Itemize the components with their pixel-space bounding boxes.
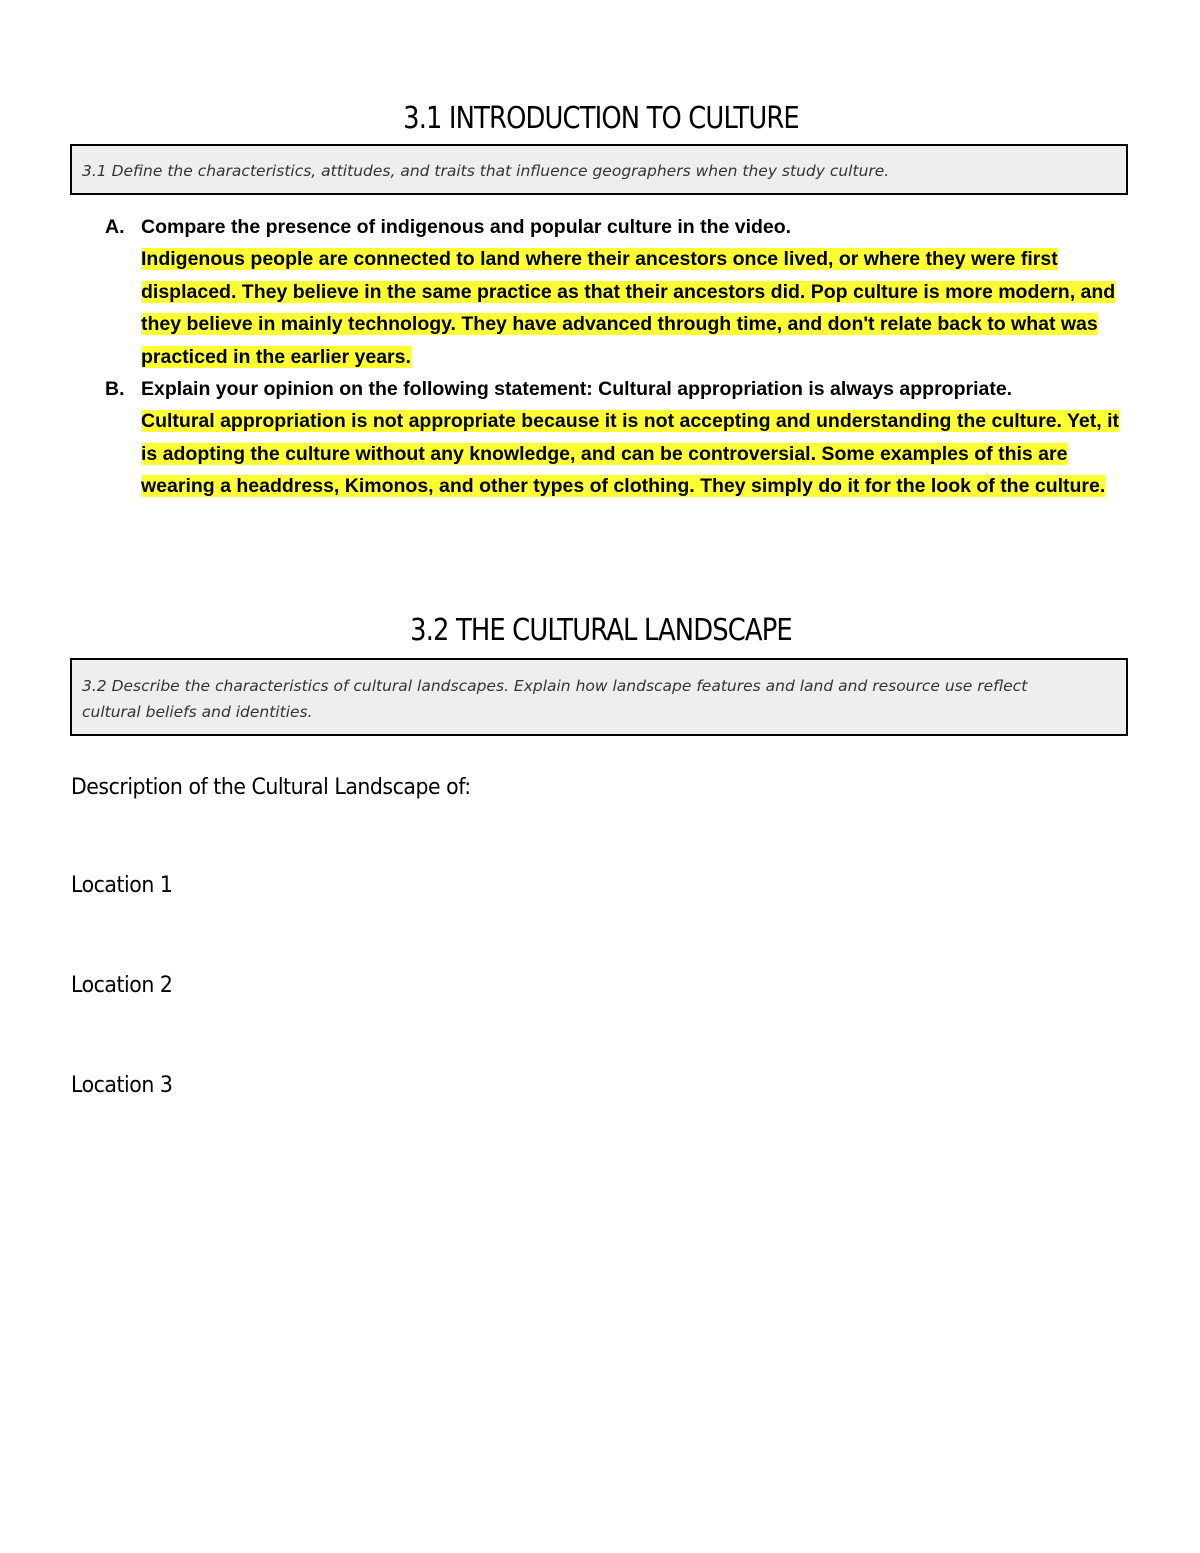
question-prompt: Explain your opinion on the following statement: Cultural appropriation is always appropriate. — [141, 378, 1013, 400]
location-label: Location 2 — [71, 973, 173, 998]
section-title-cultural-landscape: 3.2 THE CULTURAL LANDSCAPE — [410, 613, 792, 648]
section-title-intro-to-culture: 3.1 INTRODUCTION TO CULTURE — [403, 101, 799, 136]
question-item — [102, 211, 1122, 373]
description-label: Description of the Cultural Landscape of: — [71, 775, 471, 800]
learning-objective-box: 3.2 Describe the characteristics of cultural landscapes. Explain how landscape features and land and resource use reflect cultural beliefs and identities. — [70, 658, 1128, 736]
location-label: Location 1 — [71, 873, 173, 898]
question-letter: B. — [105, 378, 125, 400]
question-letter: A. — [105, 216, 125, 238]
question-item — [102, 373, 1122, 503]
highlighted-answer: Indigenous people are connected to land where their ancestors once lived, or where they were first displaced. They believe in the same practice as that their ancestors did. Pop culture is more modern, and they believe in mainly technology. They have advanced through time, and don't relate back to what was practiced in the earlier years. — [141, 248, 1116, 368]
learning-objective-box: 3.1 Define the characteristics, attitudes, and traits that influence geographers when they study culture. — [70, 144, 1128, 195]
highlighted-answer: Cultural appropriation is not appropriate because it is not accepting and understanding the culture. Yet, it is adopting the culture without any knowledge, and can be controversial. Some examples of this are wearing a headdress, Kimonos, and other types of clothing. They simply do it for the look of the culture. — [141, 410, 1120, 498]
question-prompt: Compare the presence of indigenous and popular culture in the video. — [141, 216, 792, 238]
location-label: Location 3 — [71, 1073, 173, 1098]
